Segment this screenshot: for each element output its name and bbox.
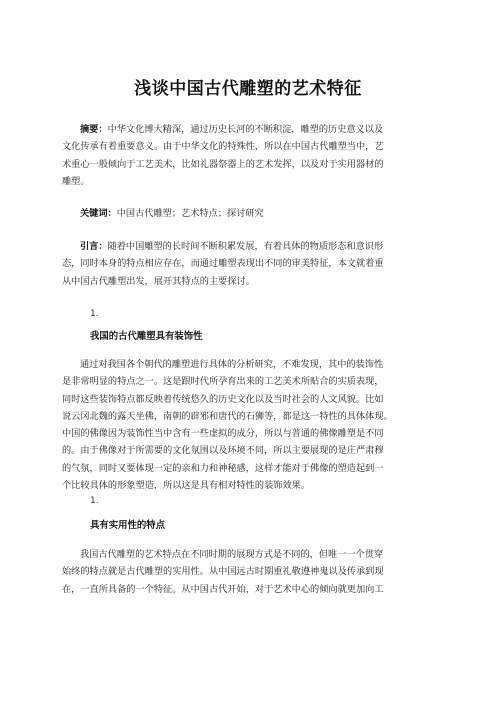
- keywords-line: [62, 205, 442, 222]
- section-number: 1.: [90, 496, 99, 506]
- intro-paragraph: [62, 238, 442, 290]
- body-line: 的气氛，同时又要体现一定的亲和力和神秘感，这样才能对于佛像的塑造起到一: [62, 462, 384, 474]
- intro-label: 引言：: [80, 241, 108, 252]
- body-line: 说云冈北魏的露天坐佛，南朝的辟邪和唐代的石狮等，都是这一特性的具体体现。: [62, 410, 393, 422]
- body-line: 通过对我国各个朝代的雕塑进行具体的分析研究，不难发现，其中的装饰性: [80, 359, 384, 370]
- body-line: 个比较具体的形象塑造，所以这是具有相对特性的装饰效果。: [62, 480, 311, 492]
- intro-line: 引言：随着中国雕塑的长时间不断积累发展，有着具体的物质形态和意识形: [80, 241, 384, 252]
- body-line: 的。由于佛像对于所需要的文化氛围以及环境不同，所以主要展现的是庄严肃穆: [62, 445, 384, 457]
- abstract-line: 雕塑。: [62, 175, 90, 187]
- section-body: [62, 546, 442, 598]
- keywords-paragraph: [62, 205, 442, 222]
- body-line: 始终的特点就是古代雕塑的实用性。从中国远古时期重礼敬遵神鬼以及传承到现: [62, 566, 384, 578]
- section-body: [62, 356, 442, 494]
- abstract-paragraph: [62, 121, 442, 190]
- abstract-line: 文化传承有着重要意义。由于中华文化的特殊性，所以在中国古代雕塑当中，艺: [62, 141, 384, 153]
- body-line: 我国古代雕塑的艺术特点在不同时期的展现方式是不同的，但唯一一个贯穿: [80, 549, 384, 560]
- intro-line: 从中国古代雕塑出发，展开其特点的主要探讨。: [62, 275, 255, 287]
- body-line: 同时这些装饰特点都反映着传统悠久的历史文化以及当时社会的人文风貌。比如: [62, 393, 384, 405]
- abstract-label: 摘要：: [80, 124, 108, 135]
- section-heading: 我国的古代雕塑具有装饰性: [90, 331, 203, 342]
- keywords-text: 中国古代雕塑；艺术特点；探讨研究: [116, 208, 264, 219]
- body-line: 是非常明显的特点之一。这是跟时代所孕育出来的工艺美术所贴合的实质表现，: [62, 376, 384, 388]
- section-heading: 具有实用性的特点: [90, 520, 166, 531]
- document-title: 浅谈中国古代雕塑的艺术特征: [134, 79, 362, 99]
- abstract-line: 摘要：中华文化博大精深，通过历史长河的不断积淀，雕塑的历史意义以及: [80, 124, 384, 135]
- body-line: 中国的佛像因为装饰性当中含有一些虚拟的成分，所以与普通的佛像雕塑是不同: [62, 428, 384, 440]
- section-number: 1.: [90, 309, 99, 319]
- intro-line: 态，同时本身的特点相应存在，而通过雕塑表现出不同的审美特征，本文就着重: [62, 258, 384, 270]
- body-line: 在，一直所具备的一个特征。从中国古代开始，对于艺术中心的倾向就更加向工: [62, 583, 384, 595]
- abstract-line: 术重心一般倾向于工艺美术，比如礼器祭器上的艺术发挥，以及对于实用器材的: [62, 158, 384, 170]
- keywords-label: 关键词：: [80, 208, 117, 219]
